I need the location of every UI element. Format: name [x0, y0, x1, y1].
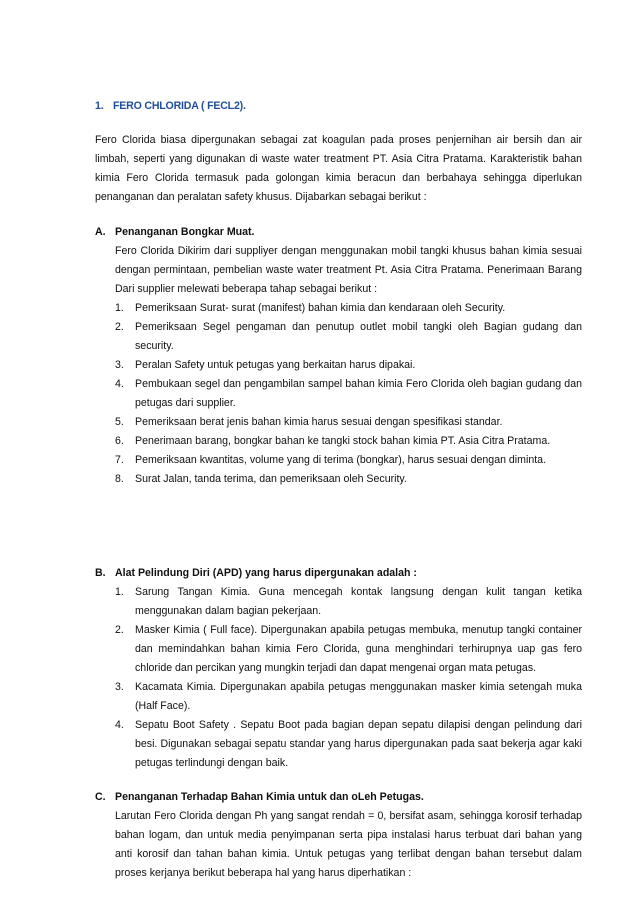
list-number: 2.	[115, 624, 124, 636]
section-body	[95, 242, 582, 489]
list-text: Pembukaan segel dan pengambilan sampel bahan kimia Fero Clorida oleh bagian gudang dan petugas dari supplier.	[135, 378, 582, 409]
section-paragraph: Fero Clorida Dikirim dari suppliyer dengan menggunakan mobil tangki khusus bahan kimia sesuai dengan permintaan, pembelian waste water treatment Pt. Asia Citra Pratama. Penerimaan Barang Dari supplier melewati beberapa tahap sebagai berikut :	[115, 245, 582, 295]
section-title-text: Penanganan Bongkar Muat.	[115, 226, 255, 238]
intro-paragraph: Fero Clorida biasa dipergunakan sebagai zat koagulan pada proses penjernihan air bersih dan air limbah, seperti yang digunakan di waste water treatment PT. Asia Citra Pratama. Karakteristik bahan kimia Fero Clorida termasuk pada golongan kimia beracun dan berbahaya sehingga diperlukan penanganan dan peralatan safety khusus. Dijabarkan sebagai berikut :	[95, 134, 582, 203]
list-number: 4.	[115, 378, 124, 390]
section-letter: A.	[95, 226, 106, 238]
section-title	[95, 564, 582, 583]
section-letter: B.	[95, 567, 106, 579]
list-item	[115, 470, 582, 489]
list-item	[115, 678, 582, 716]
list-number: 7.	[115, 454, 124, 466]
heading-number: 1.	[95, 100, 104, 112]
list-item	[115, 451, 582, 470]
list-number: 4.	[115, 719, 124, 731]
blank-space	[95, 504, 582, 564]
list-text: Pemeriksaan Segel pengaman dan penutup outlet mobil tangki oleh Bagian gudang dan security.	[135, 321, 582, 352]
section-title	[95, 788, 582, 807]
list-item	[115, 356, 582, 375]
list-item	[115, 413, 582, 432]
section-title-text: Alat Pelindung Diri (APD) yang harus dipergunakan adalah :	[115, 567, 417, 579]
section-body	[95, 807, 582, 883]
list-number: 5.	[115, 416, 124, 428]
section-paragraph: Larutan Fero Clorida dengan Ph yang sangat rendah = 0, bersifat asam, sehingga korosif terhadap bahan logam, dan untuk media penyimpanan serta pipa instalasi harus terbuat dari bahan yang anti korosif dan tahan bahan kimia. Untuk petugas yang terlibat dengan bahan tersebut dalam proses kerjanya berikut beberapa hal yang harus diperhatikan :	[115, 810, 582, 879]
list-text: Kacamata Kimia. Dipergunakan apabila petugas menggunakan masker kimia setengah muka (Half Face).	[135, 681, 582, 712]
section-b	[95, 564, 582, 773]
section-letter: C.	[95, 791, 106, 803]
list-item	[115, 375, 582, 413]
list-text: Pemeriksaan berat jenis bahan kimia harus sesuai dengan spesifikasi standar.	[135, 416, 503, 428]
heading-title: FERO CHLORIDA ( FECL2).	[113, 100, 246, 112]
list-item	[115, 583, 582, 621]
list-number: 1.	[115, 586, 124, 598]
section-title	[95, 223, 582, 242]
list-number: 1.	[115, 302, 124, 314]
section-a	[95, 223, 582, 489]
list-text: Sepatu Boot Safety . Sepatu Boot pada bagian depan sepatu dilapisi dengan pelindung dari besi. Digunakan sebagai sepatu standar yang harus dipergunakan pada saat bekerja agar kaki petugas terlindungi dengan baik.	[135, 719, 582, 769]
numbered-list	[115, 583, 582, 773]
list-text: Peralan Safety untuk petugas yang berkaitan harus dipakai.	[135, 359, 416, 371]
list-number: 8.	[115, 473, 124, 485]
section-title-text: Penanganan Terhadap Bahan Kimia untuk dan oLeh Petugas.	[115, 791, 424, 803]
numbered-list	[115, 299, 582, 489]
list-number: 3.	[115, 681, 124, 693]
list-text: Masker Kimia ( Full face). Dipergunakan apabila petugas membuka, menutup tangki container dan memindahkan bahan kimia Fero Clorida, guna menghindari terhirupnya uap gas fero chloride dan percikan yang mungkin terjadi dan dapat mengenai organ mata petugas.	[135, 624, 582, 674]
list-item	[115, 318, 582, 356]
list-item	[115, 716, 582, 773]
list-text: Pemeriksaan kwantitas, volume yang di terima (bongkar), harus sesuai dengan diminta.	[135, 454, 547, 466]
list-item	[115, 432, 582, 451]
list-text: Penerimaan barang, bongkar bahan ke tangki stock bahan kimia PT. Asia Citra Pratama.	[135, 435, 551, 447]
list-item	[115, 299, 582, 318]
list-number: 2.	[115, 321, 124, 333]
document-heading	[95, 97, 582, 116]
list-number: 6.	[115, 435, 124, 447]
list-number: 3.	[115, 359, 124, 371]
section-body	[95, 583, 582, 773]
list-item	[115, 621, 582, 678]
list-text: Pemeriksaan Surat- surat (manifest) bahan kimia dan kendaraan oleh Security.	[135, 302, 506, 314]
list-text: Sarung Tangan Kimia. Guna mencegah kontak langsung dengan kulit tangan ketika menggunakan dalam bagian pekerjaan.	[135, 586, 582, 617]
list-text: Surat Jalan, tanda terima, dan pemeriksaan oleh Security.	[135, 473, 407, 485]
section-c	[95, 788, 582, 883]
